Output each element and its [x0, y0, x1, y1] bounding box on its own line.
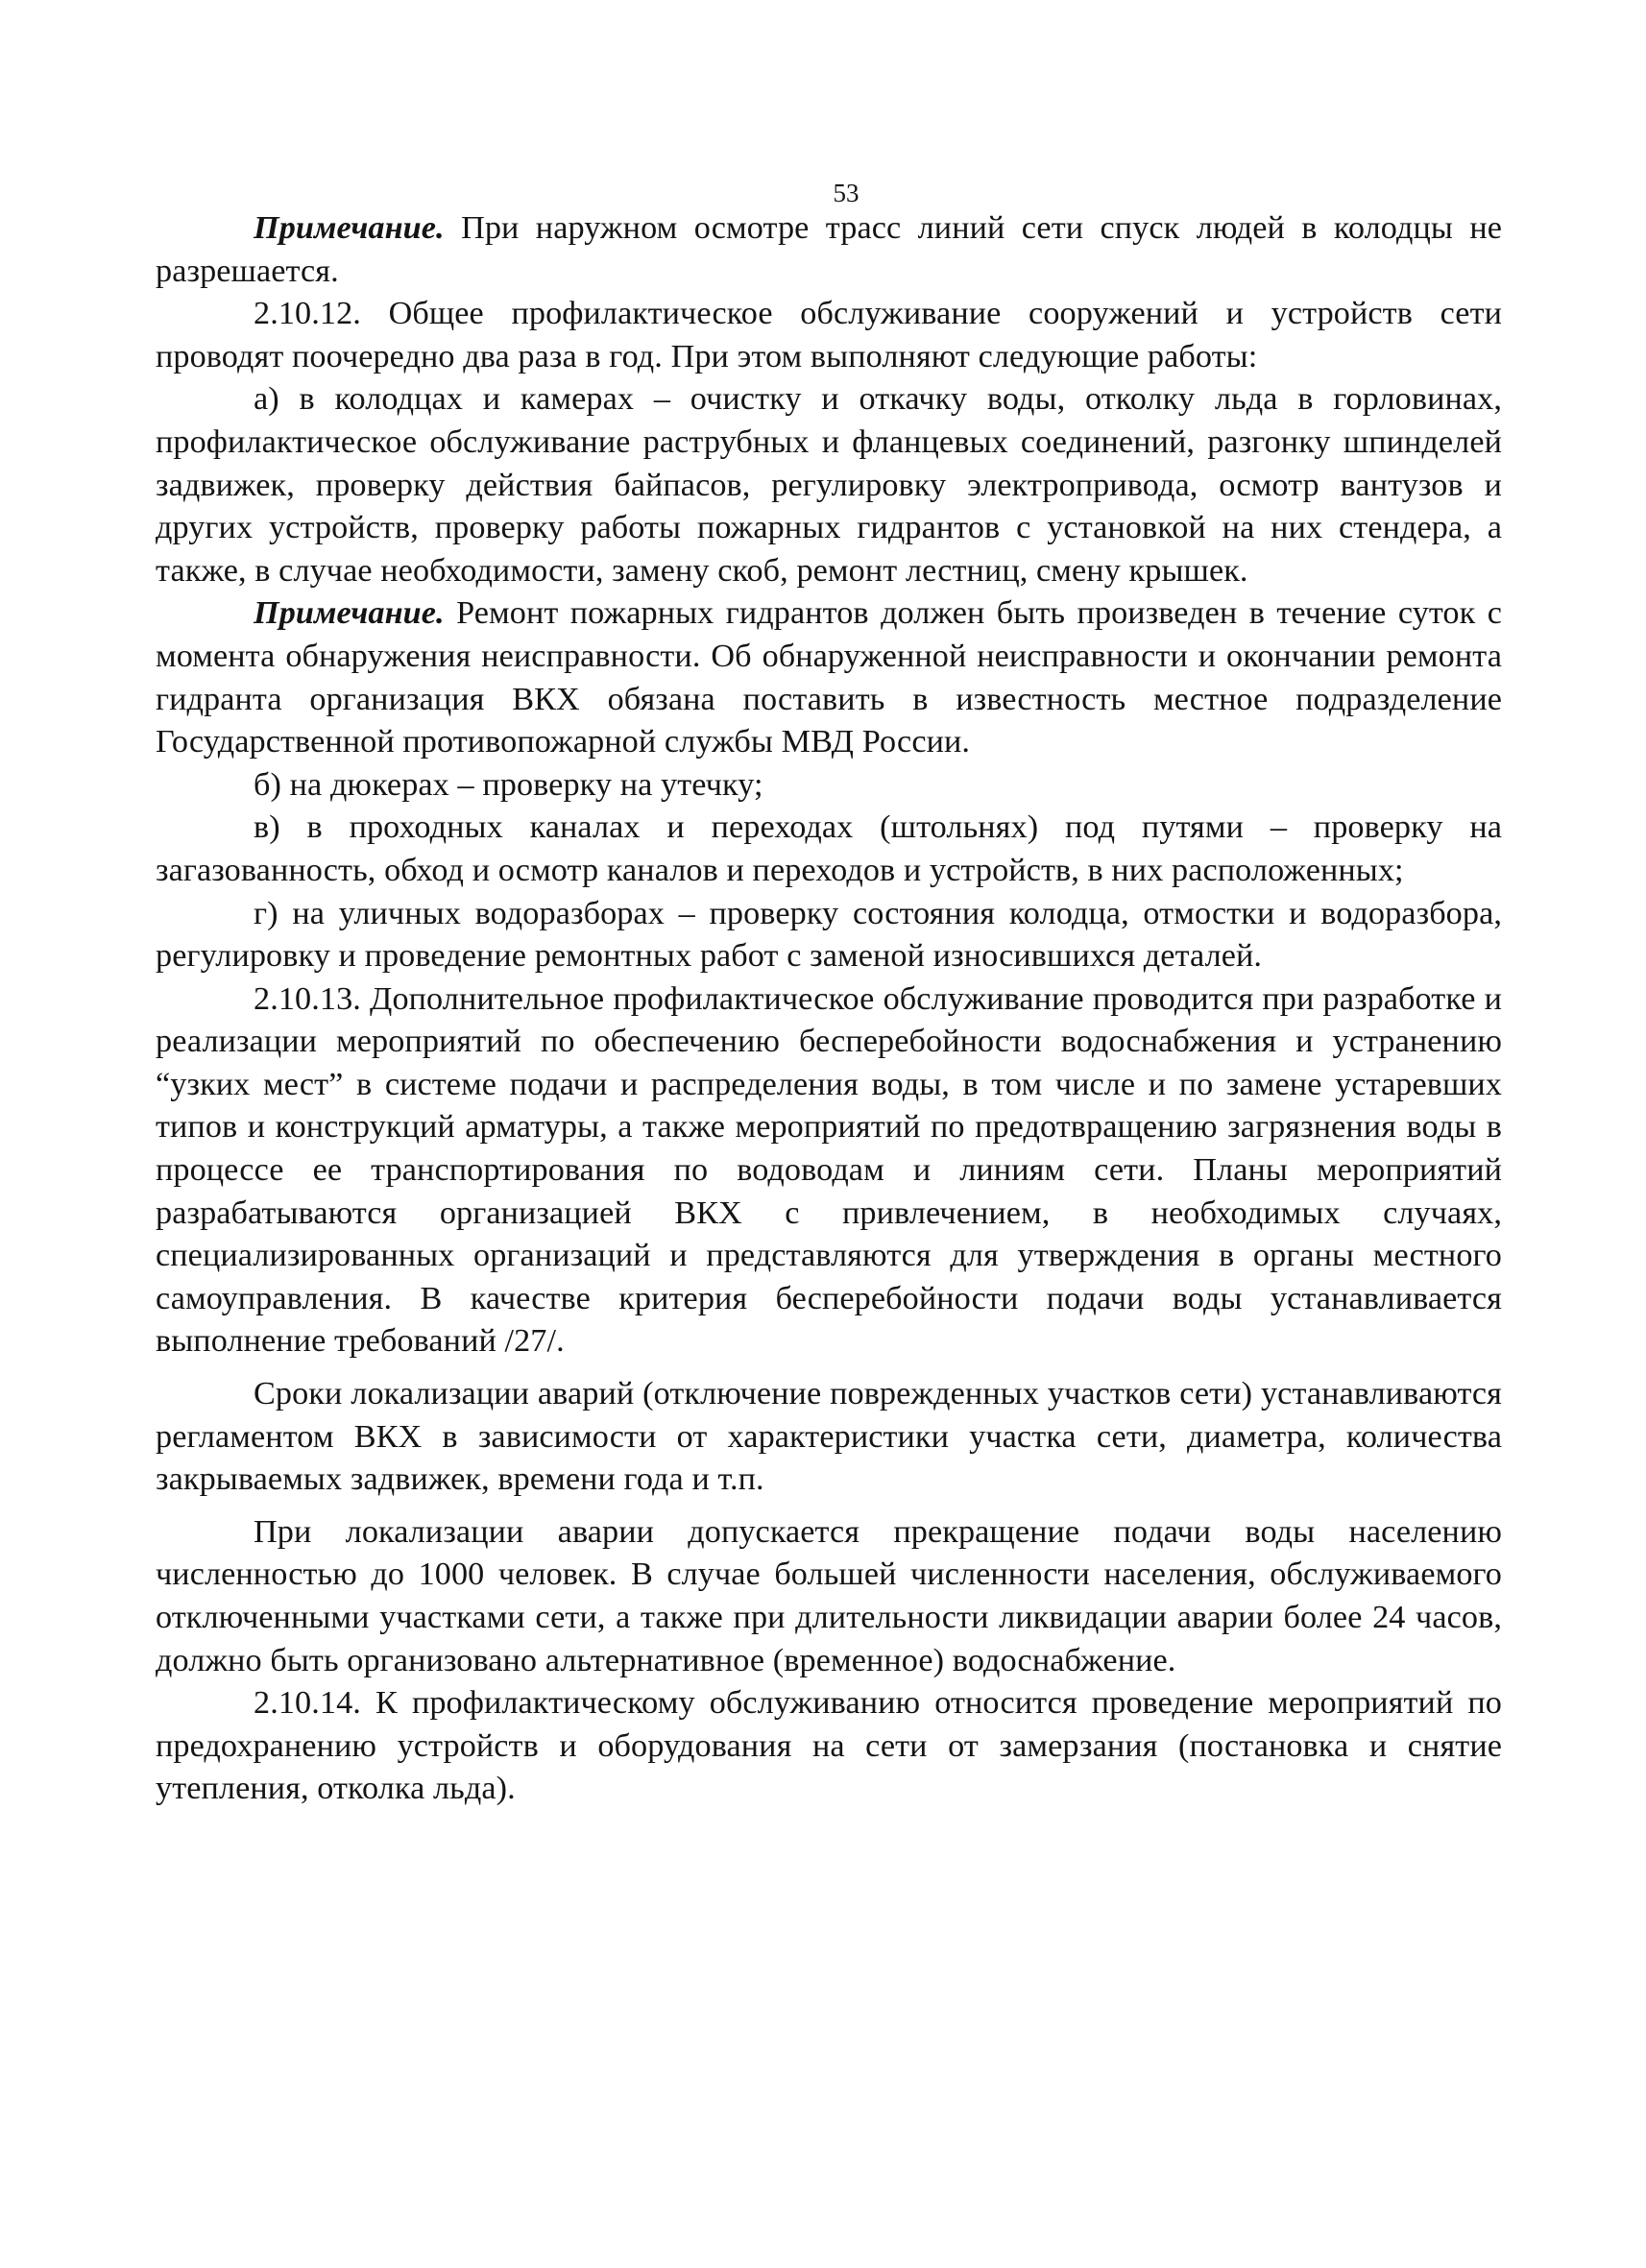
paragraph-2-10-12: 2.10.12. Общее профилактическое обслуживание сооружений и устройств сети проводят поочередно два раза в год. При этом выполняют следующие работы: — [156, 296, 1502, 374]
page-number: 53 — [833, 179, 859, 207]
note-label: Примечание. — [254, 595, 445, 632]
list-item-a: а) в колодцах и камерах – очистку и откачку воды, отколку льда в горловинах, профилактическое обслуживание раструбных и фланцевых соединений, разгонку шпинделей задвижек, проверку действия байпасов, регулировку электропривода, осмотр вантузов и других устройств, проверку работы пожарных гидрантов с установкой на них стендера, а также, в случае необходимости, замену скоб, ремонт лестниц, смену крышек. — [156, 381, 1502, 589]
list-item-b: б) на дюкерах – проверку на утечку; — [254, 766, 763, 803]
paragraph-text: При наружном осмотре трасс линий сети спуск людей в колодцы не разрешается. — [156, 210, 1502, 289]
note-label: Примечание. — [254, 210, 445, 246]
list-item-v: в) в проходных каналах и переходах (штольнях) под путями – проверку на загазованность, обход и осмотр каналов и переходов и устройств, в них расположенных; — [156, 809, 1502, 888]
paragraph-2-10-14: 2.10.14. К профилактическому обслуживанию относится проведение мероприятий по предохранению устройств и оборудования на сети от замерзания (постановка и снятие утепления, отколка льда). — [156, 1685, 1502, 1807]
paragraph-2-10-13: 2.10.13. Дополнительное профилактическое обслуживание проводится при разработке и реализации мероприятий по обеспечению бесперебойности водоснабжения и устранению “узких мест” в системе подачи и распределения воды, в том числе и по замене устаревших типов и конструкций арматуры, а также мероприятий по предотвращению загрязнения воды в процессе ее транспортирования по водоводам и линиям сети. Планы мероприятий разрабатываются организацией ВКХ с привлечением, в необходимых случаях, специализированных организаций и представляются для утверждения в органы местного самоуправления. В качестве критерия бесперебойности подачи воды устанавливается выполнение требований /27/. — [156, 980, 1502, 1360]
note-paragraph — [156, 592, 1502, 763]
paragraph-localization-terms: Сроки локализации аварий (отключение поврежденных участков сети) устанавливаются регламентом ВКХ в зависимости от характеристики участка сети, диаметра, количества закрываемых задвижек, времени года и т.п. — [156, 1376, 1502, 1498]
note-paragraph — [156, 207, 1502, 293]
paragraph-text: Ремонт пожарных гидрантов должен быть произведен в течение суток с момента обнаружения неисправности. Об обнаруженной неисправности и окончании ремонта гидранта организация ВКХ обязана поставить в известность местное подразделение Государственной противопожарной службы МВД России. — [156, 595, 1502, 760]
paragraph-localization-supply: При локализации аварии допускается прекращение подачи воды населению численностью до 1000 человек. В случае большей численности населения, обслуживаемого отключенными участками сети, а также при длительности ликвидации аварии более 24 часов, должно быть организовано альтернативное (временное) водоснабжение. — [156, 1513, 1502, 1678]
list-item-g: г) на уличных водоразборах – проверку состояния колодца, отмостки и водоразбора, регулировку и проведение ремонтных работ с заменой износившихся деталей. — [156, 895, 1502, 975]
